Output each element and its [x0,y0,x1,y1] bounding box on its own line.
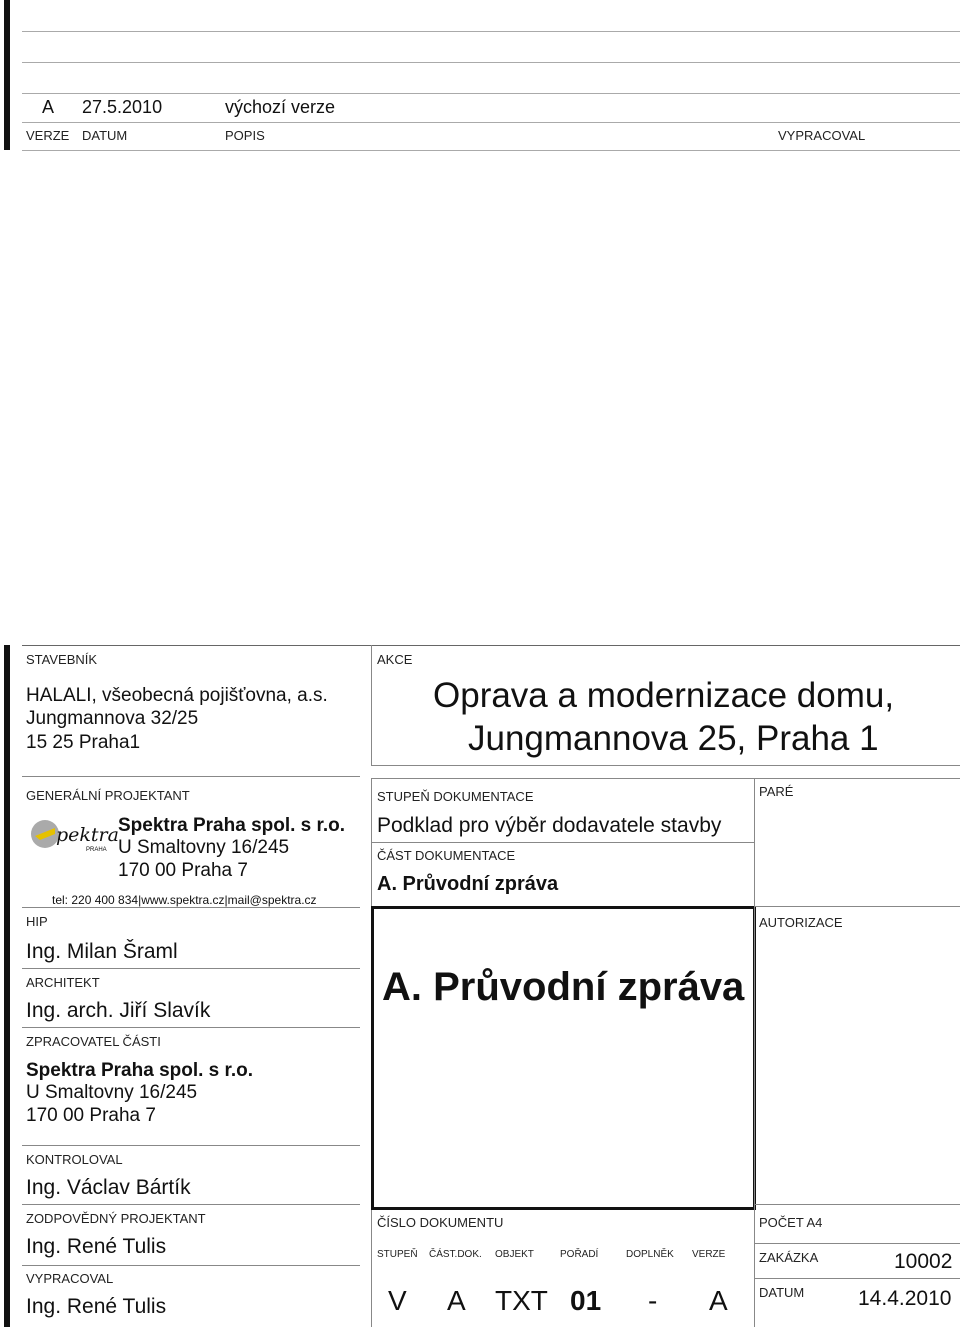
spektra-logo [30,814,119,854]
cast-label: ČÁST DOKUMENTACE [377,848,516,863]
stupen-label: STUPEŇ DOKUMENTACE [377,789,534,804]
cislo-header-cast: ČÁST.DOK. [429,1249,482,1260]
left-sep-architekt [22,1027,360,1028]
stavebnik-address1: Jungmannova 32/25 [26,708,199,729]
stavebnik-label: STAVEBNÍK [26,652,98,667]
gp-address2: 170 00 Praha 7 [118,860,248,881]
main-title: A. Průvodní zpráva [382,965,745,1009]
generalni-projektant-label: GENERÁLNÍ PROJEKTANT [26,788,190,803]
revision-header-vypracoval: VYPRACOVAL [778,128,866,143]
stavebnik-address2: 15 25 Praha1 [26,732,141,753]
datum-value: 14.4.2010 [858,1287,952,1310]
left-margin-bar-bottom [4,645,10,1327]
right-left-border [754,778,755,1327]
spektra-logo-icon [30,814,119,854]
revision-popis: výchozí verze [225,97,336,117]
revision-line-5 [22,150,960,151]
hip-name: Ing. Milan Šraml [26,940,178,963]
cislo-value-objekt: TXT [495,1285,548,1316]
title-block-top-border [22,645,960,646]
revision-header-datum: DATUM [82,128,128,143]
akce-left-border [371,645,372,765]
cast-value: A. Průvodní zpráva [377,873,559,895]
cislo-header-poradi: POŘADÍ [560,1249,599,1260]
cislo-label: ČÍSLO DOKUMENTU [377,1215,504,1230]
vypracoval-name: Ing. René Tulis [26,1295,167,1318]
cislo-value-stupen: V [388,1285,407,1316]
main-title-box [371,906,756,1210]
pare-label: PARÉ [759,784,794,799]
architekt-label: ARCHITEKT [26,975,100,990]
pocet-label: POČET A4 [759,1215,823,1230]
vypracoval-label: VYPRACOVAL [26,1271,114,1286]
hip-label: HIP [26,914,48,929]
revision-header-verze: VERZE [26,128,70,143]
cislo-header-stupen: STUPEŇ [377,1249,418,1260]
gp-address1: U Smaltovny 16/245 [118,837,290,858]
autorizace-label: AUTORIZACE [759,915,843,930]
cislo-value-cast: A [447,1285,466,1316]
left-sep-zpracovatel [22,1145,360,1146]
zakazka-value: 10002 [894,1250,953,1273]
kontroloval-name: Ing. Václav Bártík [26,1176,191,1199]
akce-bottom-border [371,765,960,766]
revision-verze: A [42,97,55,117]
cislo-header-doplnek: DOPLNĚK [626,1249,674,1260]
svg-text:PRAHA: PRAHA [86,847,107,853]
zodpovedny-label: ZODPOVĚDNÝ PROJEKTANT [26,1211,206,1226]
stupen-bottom-border [371,842,754,843]
zpracovatel-address1: U Smaltovny 16/245 [26,1082,198,1103]
zakazka-bottom-border [754,1278,960,1279]
revision-line-4 [22,122,960,123]
right-top-border [754,778,960,779]
cislo-value-doplnek: - [648,1285,658,1316]
zpracovatel-company: Spektra Praha spol. s r.o. [26,1060,254,1081]
zpracovatel-address2: 170 00 Praha 7 [26,1105,156,1126]
zodpovedny-name: Ing. René Tulis [26,1235,167,1258]
revision-datum: 27.5.2010 [82,97,163,117]
left-sep-hip [22,968,360,969]
revision-line-3 [22,93,960,94]
revision-line-1 [22,31,960,32]
gp-company: Spektra Praha spol. s r.o. [118,815,346,836]
pocet-bottom-border [754,1243,960,1244]
datum-label: DATUM [759,1285,805,1300]
left-sep-kontroloval [22,1204,360,1205]
zakazka-label: ZAKÁZKA [759,1250,819,1265]
akce-title-1: Oprava a modernizace domu, [433,676,895,715]
zpracovatel-label: ZPRACOVATEL ČÁSTI [26,1034,161,1049]
pare-bottom-border [754,906,960,907]
kontroloval-label: KONTROLOVAL [26,1152,123,1167]
left-sep-stavebnik [22,776,360,777]
revision-header-popis: POPIS [225,128,265,143]
cislo-value-poradi: 01 [570,1285,602,1316]
architekt-name: Ing. arch. Jiří Slavík [26,999,211,1022]
stavebnik-name: HALALI, všeobecná pojišťovna, a.s. [26,685,328,706]
revision-line-2 [22,62,960,63]
left-sep-zodpovedny [22,1265,360,1266]
autorizace-bottom-border [754,1204,960,1205]
left-sep-gp [22,907,360,908]
svg-text:pektra: pektra [56,824,119,846]
stupen-value: Podklad pro výběr dodavatele stavby [377,814,722,837]
cislo-header-objekt: OBJEKT [495,1249,534,1260]
cislo-header-verze: VERZE [692,1249,726,1260]
akce-title-2: Jungmannova 25, Praha 1 [468,719,879,758]
akce-label: AKCE [377,652,413,667]
gp-contact: tel: 220 400 834|www.spektra.cz|mail@spektra.cz [52,893,317,907]
cislo-value-verze: A [709,1285,728,1316]
left-margin-bar-top [4,0,10,150]
middle-top-border [371,778,754,779]
